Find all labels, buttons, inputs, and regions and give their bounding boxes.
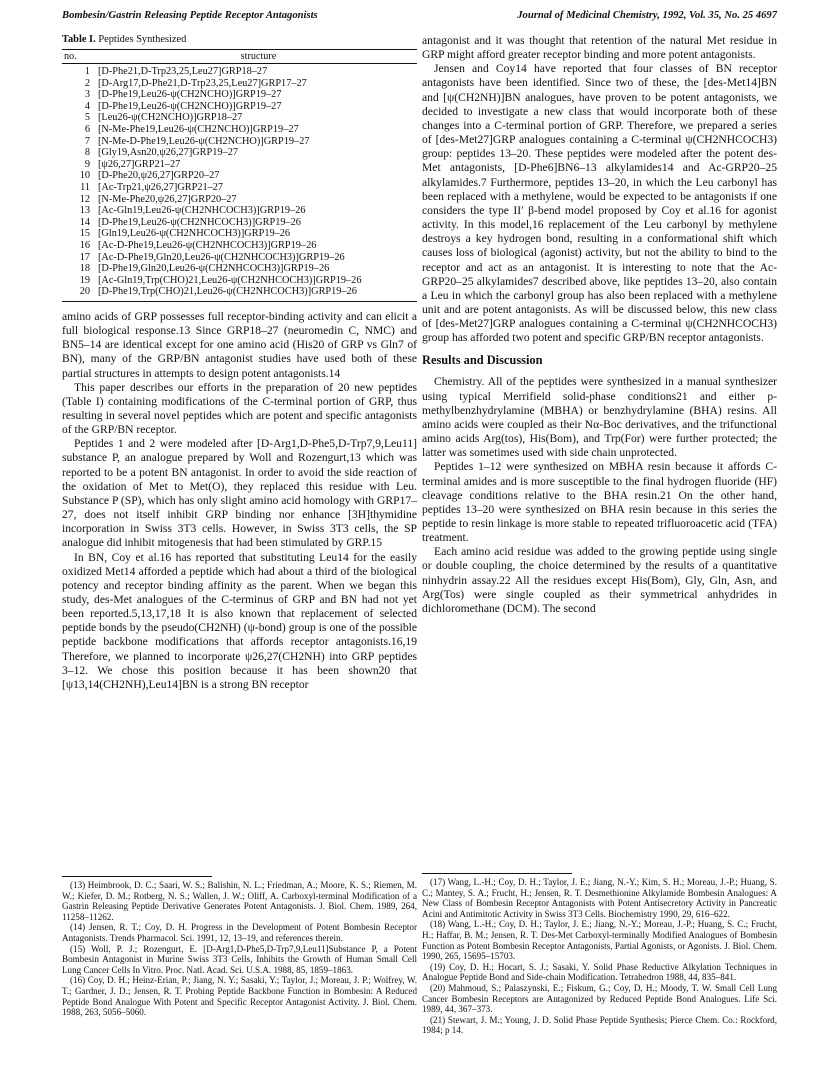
reference: (19) Coy, D. H.; Hocart, S. J.; Sasaki, Y. Solid Phase Reductive Alkylation Techniques in Analogue Peptide Bond and Side-chain Modification. Tetrahedron 1988, 44, 835–841. bbox=[422, 961, 777, 983]
table-row bbox=[62, 217, 417, 229]
peptide-number: 1 bbox=[84, 66, 90, 77]
table-row bbox=[62, 194, 417, 206]
paragraph: Peptides 1–12 were synthesized on MBHA resin because it affords C-terminal amides and is more susceptible to the final hydrogen fluoride (HF) cleavage conditions relative to the BHA resin.21 On the other hand, peptides 13–20 were synthesized on BHA resin because in this series the peptide to resin linkage is more stable to repeated trifluoroacetic acid (TFA) treatment. bbox=[422, 460, 777, 545]
table-row bbox=[62, 228, 417, 240]
table-row bbox=[62, 78, 417, 90]
peptide-number: 13 bbox=[79, 205, 90, 217]
peptide-structure: [Gln19,Leu26-ψ(CH2NHCOCH3)]GRP19–26 bbox=[98, 228, 291, 240]
table-row bbox=[62, 240, 417, 252]
peptide-number: 9 bbox=[84, 158, 90, 170]
table-row bbox=[62, 275, 417, 287]
paragraph: amino acids of GRP possesses full receptor-binding activity and can elicit a full biological response.13 Since GRP18–27 (neuromedin C, NMC) and BN5–14 are identical except for one amino acid (His20 of GRP vs Gln7 of BN), many of the GRP/BN antagonist studies have used both of these partial structures in attempts to design potent antagonists.14 bbox=[62, 309, 417, 380]
left-column bbox=[62, 34, 417, 692]
peptide-number: 16 bbox=[79, 239, 90, 251]
table-title: Peptides Synthesized bbox=[98, 34, 187, 45]
journal-citation: Journal of Medicinal Chemistry, 1992, Vol. 35, No. 25 4697 bbox=[517, 10, 777, 21]
peptide-number: 15 bbox=[79, 228, 90, 240]
peptide-structure: [Ac-D-Phe19,Gln20,Leu26-ψ(CH2NHCOCH3)]GRP19–26 bbox=[98, 251, 345, 263]
peptide-structure: [D-Phe19,Leu26-ψ(CH2NCHO)]GRP19–27 bbox=[98, 100, 282, 112]
right-column bbox=[422, 34, 777, 616]
reference: (18) Wang, L.-H.; Coy, D. H.; Taylor, J. E.; Jiang, N.-Y.; Moreau, J.-P.; Huang, S. C.; Frucht, H.; Haffar, B. M.; Jensen, R. T. Des-Met Carboxyl-terminally Modified Analogues of Bombesin Function as Potent Bombesin Receptor Antagonists, Partial Agonists, or Agonists. J. Biol. Chem. 1990, 265, 15695–15703. bbox=[422, 919, 777, 962]
peptide-number: 4 bbox=[84, 100, 90, 112]
left-body-text bbox=[62, 310, 417, 692]
paragraph: This paper describes our efforts in the preparation of 20 new peptides (Table I) containing modifications of the C-terminal portion of GRP, thus resulting in several novel peptides which are potent and specific antagonists of the GRP/BN receptor. bbox=[62, 380, 417, 437]
col-header-no: no. bbox=[64, 51, 77, 62]
peptide-number: 10 bbox=[79, 170, 90, 182]
table-label: Table I. bbox=[62, 34, 96, 45]
peptide-number: 3 bbox=[84, 89, 90, 101]
reference: (20) Mahmoud, S.; Palaszynski, E.; Fiskum, G.; Coy, D. H.; Moody, T. W. Small Cell Lung Cancer Bombesin Receptors are Antagonized by Reduced Peptide Bond Analogues. Life Sci. 1989, 44, 367–373. bbox=[422, 982, 777, 1015]
table-row bbox=[62, 66, 417, 78]
table-header bbox=[62, 50, 417, 63]
peptide-structure: [Gly19,Asn20,ψ26,27]GRP19–27 bbox=[98, 147, 239, 159]
reference: (16) Coy, D. H.; Heinz-Erian, P.; Jiang, N. Y.; Sasaki, Y.; Taylor, J.; Moreau, J. P.; Wolfrey, W. T.; Gardner, J. D.; Jensen, R. T. Probing Peptide Backbone Function in Bombesin: A Reduced Peptide Bond Analogue With Potent and Specific Receptor Antagonist Activity. J. Biol. Chem. 1988, 263, 5056–5060. bbox=[62, 975, 417, 1018]
footnote-rule-right bbox=[422, 873, 572, 874]
table-row bbox=[62, 147, 417, 159]
peptide-structure: [Ac-Gln19,Trp(CHO)21,Leu26-ψ(CH2NHCOCH3)]GRP19–26 bbox=[98, 274, 362, 286]
peptide-number: 17 bbox=[79, 251, 90, 263]
table-row bbox=[62, 112, 417, 124]
table-row bbox=[62, 205, 417, 217]
peptide-number: 6 bbox=[84, 123, 90, 135]
footnotes-left bbox=[62, 876, 417, 1018]
reference: (13) Heimbrook, D. C.; Saari, W. S.; Balishin, N. L.; Friedman, A.; Moore, K. S.; Riemen, M. W.; Kiefer, D. M.; Rotberg, N. S.; Wallen, J. W.; Oliff, A. Carboxyl-terminal Modification of a Gastrin Releasing Peptide Derivative Generates Potent Antagonists. J. Biol. Chem. 1989, 264, 11258–11262. bbox=[62, 880, 417, 922]
peptide-structure: [D-Phe19,Gln20,Leu26-ψ(CH2NHCOCH3)]GRP19–26 bbox=[98, 263, 330, 275]
reference: (14) Jensen, R. T.; Coy, D. H. Progress in the Development of Potent Bombesin Receptor Antagonists. Trends Pharmacol. Sci. 1991, 12, 13–19, and references therein. bbox=[62, 922, 417, 943]
peptide-number: 7 bbox=[84, 135, 90, 147]
reference: (17) Wang, L.-H.; Coy, D. H.; Taylor, J. E.; Jiang, N.-Y.; Kim, S. H.; Moreau, J.-P.; Huang, S. C.; Mantey, S. A.; Frucht, H.; Jensen, R. T. Desmethionine Alkylamide Bombesin Analogues: A New Class of Bombesin Receptor Antagonists with Potent Antisecretory Activity in Pancreatic Acini and Antimitotic Activity in Swiss 3T3 Cells. Biochemistry 1990, 29, 616–622. bbox=[422, 877, 777, 919]
peptide-structure: [ψ26,27]GRP21–27 bbox=[98, 158, 181, 170]
peptide-structure: [Ac-D-Phe19,Leu26-ψ(CH2NHCOCH3)]GRP19–26 bbox=[98, 239, 317, 251]
peptide-structure: [N-Me-D-Phe19,Leu26-ψ(CH2NCHO)]GRP19–27 bbox=[98, 135, 310, 147]
table-caption bbox=[62, 34, 417, 45]
footnotes-right bbox=[422, 873, 777, 1036]
table-row bbox=[62, 182, 417, 194]
table-row bbox=[62, 101, 417, 113]
table-row bbox=[62, 286, 417, 298]
peptide-structure: [D-Arg17,D-Phe21,D-Trp23,25,Leu27]GRP17–27 bbox=[98, 77, 307, 89]
peptide-structure: [D-Phe21,D-Trp23,25,Leu27]GRP18–27 bbox=[98, 66, 268, 77]
col-header-structure: structure bbox=[240, 51, 277, 62]
table-row bbox=[62, 252, 417, 264]
table-row bbox=[62, 136, 417, 148]
peptide-structure: [N-Me-Phe19,Leu26-ψ(CH2NCHO)]GRP19–27 bbox=[98, 123, 299, 135]
peptide-structure: [Leu26-ψ(CH2NCHO)]GRP18–27 bbox=[98, 112, 243, 124]
right-body-text-2 bbox=[422, 375, 777, 616]
peptide-number: 14 bbox=[79, 216, 90, 228]
peptide-structure: [N-Me-Phe20,ψ26,27]GRP20–27 bbox=[98, 193, 237, 205]
table-row bbox=[62, 89, 417, 101]
reference: (21) Stewart, J. M.; Young, J. D. Solid Phase Peptide Synthesis; Pierce Chem. Co.: Rockford, 1984; p 14. bbox=[422, 1014, 777, 1036]
peptide-structure: [D-Phe19,Leu26-ψ(CH2NCHO)]GRP19–27 bbox=[98, 89, 282, 101]
section-heading: Results and Discussion bbox=[422, 353, 543, 368]
peptide-number: 8 bbox=[84, 147, 90, 159]
peptide-structure: [D-Phe19,Leu26-ψ(CH2NHCOCH3)]GRP19–26 bbox=[98, 216, 301, 228]
peptide-structure: [Ac-Trp21,ψ26,27]GRP21–27 bbox=[98, 181, 224, 193]
running-header bbox=[62, 8, 777, 28]
peptide-number: 19 bbox=[79, 274, 90, 286]
reference: (15) Woll, P. J.; Rozengurt, E. [D-Arg1,D-Phe5,D-Trp7,9,Leu11]Substance P, a Potent Bombesin Antagonist in Murine Swiss 3T3 Cells, Inhibits the Growth of Human Small Cell Lung Cancer Cells In Vitro. Proc. Natl. Acad. Sci. U.S.A. 1988, 85, 1859–1863. bbox=[62, 943, 417, 975]
table-row bbox=[62, 159, 417, 171]
paragraph: In BN, Coy et al.16 has reported that substituting Leu14 for the easily oxidized Met14 afforded a peptide which had about a third of the biological potency and receptor binding affinity as the parent. When we began this study, des-Met analogues of the C-terminus of GRP and BN had not yet been reported.5,13,17,18 It is also known that replacement of selected peptide bonds by the pseudo(CH2NH) (ψ-bond) group is one of the possible peptide backbone modifications that affords receptor antagonists.16,19 Therefore, we planned to incorporate ψ26,27(CH2NH) into GRP peptides 3–12. We chose this position because it has been shown20 that [ψ13,14(CH2NH),Leu14]BN is a strong BN receptor bbox=[62, 550, 417, 691]
running-title: Bombesin/Gastrin Releasing Peptide Receptor Antagonists bbox=[62, 10, 318, 21]
table-row bbox=[62, 170, 417, 182]
peptide-structure: [D-Phe19,Trp(CHO)21,Leu26-ψ(CH2NHCOCH3)]GRP19–26 bbox=[98, 286, 357, 298]
peptide-structure: [Ac-Gln19,Leu26-ψ(CH2NHCOCH3)]GRP19–26 bbox=[98, 205, 306, 217]
table-row bbox=[62, 124, 417, 136]
table-bottom-rule bbox=[62, 301, 417, 302]
footnote-rule bbox=[62, 876, 212, 877]
table-row bbox=[62, 263, 417, 275]
paragraph: Each amino acid residue was added to the growing peptide using single or double coupling, the choice determined by the results of a quantitative ninhydrin assay.22 All the residues except His(Bom), Gly, Gln, Asn, and Arg(Tos) were single coupled as their symmetrical anhydrides in dichloromethane (DCM). The second bbox=[422, 545, 777, 615]
paragraph: antagonist and it was thought that retention of the natural Met residue in GRP might afford greater receptor binding and more potent antagonists. bbox=[422, 34, 777, 62]
paragraph: Peptides 1 and 2 were modeled after [D-Arg1,D-Phe5,D-Trp7,9,Leu11] substance P, an analogue prepared by Woll and Rozengurt,13 which was reported to be a potent BN antagonist. In order to avoid the side reaction of the oxidation of Met to Met(O), they replaced this residue with Leu. Substance P (SP), which has only slight amino acid homology with GRP17–27, does not itself inhibit GRP binding nor enhance [3H]thymidine incorporation in Swiss 3T3 cells. However, in Swiss 3T3 cells, the SP analogue did inhibit mitogenesis that had been stimulated by GRP.15 bbox=[62, 437, 417, 550]
peptide-number: 12 bbox=[79, 193, 90, 205]
table-body bbox=[62, 64, 417, 301]
peptide-structure: [D-Phe20,ψ26,27]GRP20–27 bbox=[98, 170, 220, 182]
peptide-number: 2 bbox=[84, 77, 90, 89]
right-body-text bbox=[422, 34, 777, 345]
peptide-number: 18 bbox=[79, 263, 90, 275]
paragraph: Chemistry. All of the peptides were synthesized in a manual synthesizer using typical Merrifield solid-phase conditions21 and either p-methylbenzhydrylamine (MBHA) or benzhydrylamine (BHA) resins. All amino acids were coupled as their Nα-Boc derivatives, and the trifunctional amino acids Arg(tos), His(Bom), and Trp(For) were further protected; the latter was sometimes used with side chain unprotected. bbox=[422, 375, 777, 460]
peptide-number: 11 bbox=[80, 181, 90, 193]
paragraph: Jensen and Coy14 have reported that four classes of BN receptor antagonists have been identified. Since two of these, the [des-Met14]BN and [ψ(CH2NH)]BN analogues, have proven to be potent antagonists, we decided to investigate a new class that would incorporate both of these changes into a C-terminal portion of GRP. Therefore, we prepared a series of [des-Met27]GRP analogues containing a C-terminal ψ(CH2NHCOCH3) group: peptides 13–20. These peptides were modeled after the potent des-Met antagonists, [D-Phe6]BN6–13 alkylamides14 and Ac-GRP20–25 alkylamides.7 Furthermore, peptides 13–20, in which the Leu carbonyl has been replaced with a methylene, would be expected to be antagonists if one considers the type II′ β-bend model proposed by Coy et al.16 for agonist activity. In this model,16 replacement of the Leu carbonyl by methylene destroys a key hydrogen bond, resulting in a conformational shift which causes loss of biological (agonist) activity, but not the ability to bind to the receptor and act as an antagonist. It is interesting to note that the Ac-GRP20–25 alkylamides7 described above, like peptides 13–20, also contain a Leu in which the carbonyl group has also been replaced with a methylene unit and are potent antagonists. As will be discussed below, this new class of [des-Met27]GRP analogues containing a C-terminal ψ(CH2NHCOCH3) group has afforded two potent and specific GRP/BN receptor antagonists. bbox=[422, 62, 777, 345]
peptide-number: 20 bbox=[79, 286, 90, 298]
peptide-number: 5 bbox=[84, 112, 90, 124]
